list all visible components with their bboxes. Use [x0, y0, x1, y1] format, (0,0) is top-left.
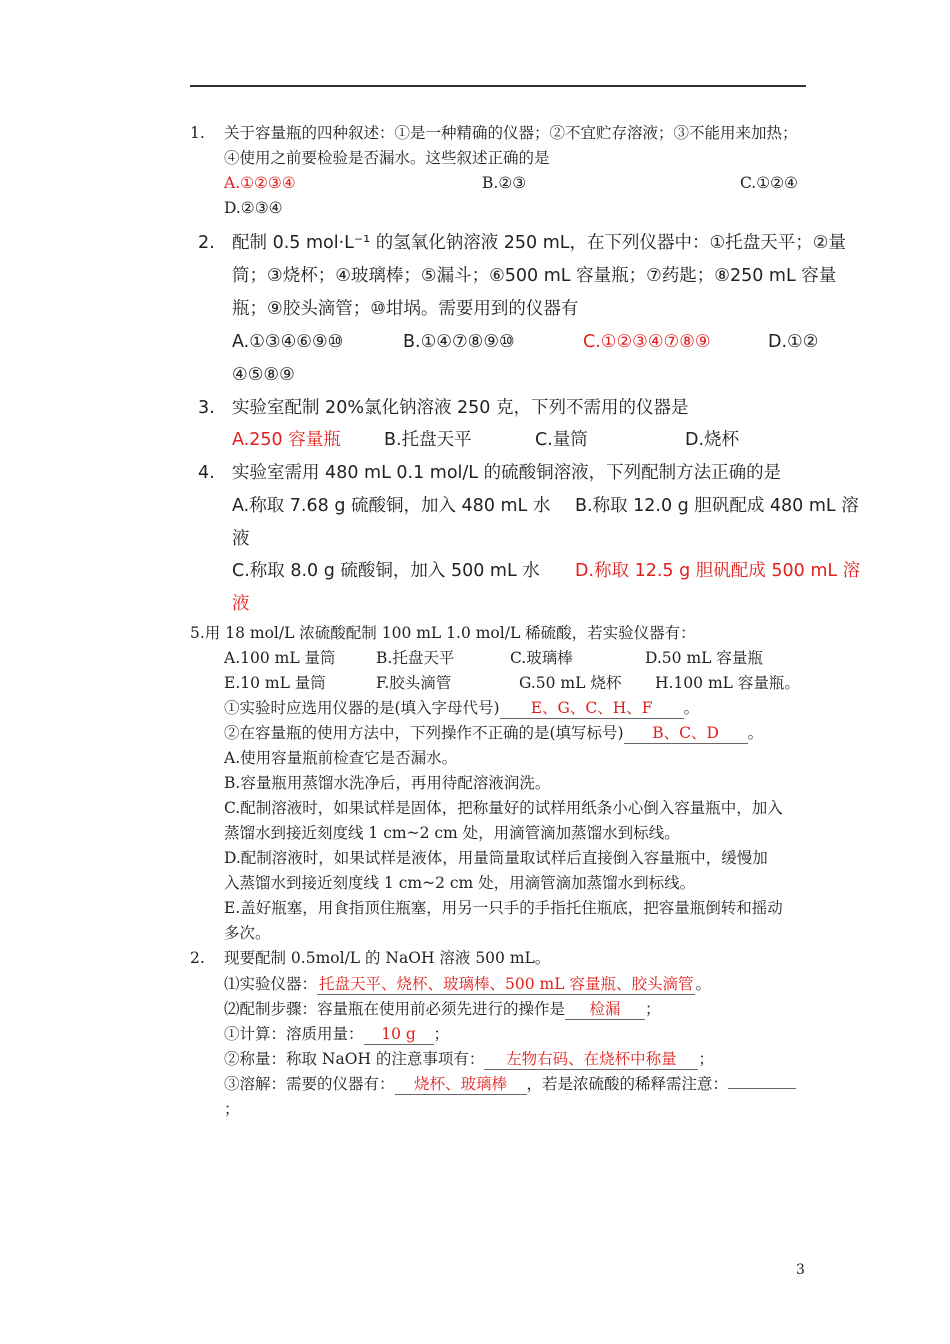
- q5-item-a: A.100 mL 量筒: [224, 649, 336, 667]
- q6-part4-text: ②称量：称取 NaOH 的注意事项有：: [224, 1050, 485, 1068]
- q2-stem-line2: 筒；③烧杯；④玻璃棒；⑤漏斗；⑥500 mL 容量瓶；⑦药匙；⑧250 mL 容量: [232, 266, 837, 286]
- q1-option-d: D.②③④: [224, 199, 283, 217]
- q4-option-c: C.称取 8.0 g 硫酸铜，加入 500 mL 水: [232, 561, 540, 581]
- q5-stem: 5.用 18 mol/L 浓硫酸配制 100 mL 1.0 mol/L 稀硫酸，若实验仪器有：: [190, 624, 696, 642]
- q5-item-c: C.玻璃棒: [510, 649, 573, 667]
- q1-option-a: A.①②③④: [224, 174, 296, 192]
- q2-number: 2.: [198, 233, 215, 253]
- q4-option-b: B.称取 12.0 g 胆矾配成 480 mL 溶: [575, 496, 859, 516]
- q6-part5: [224, 1074, 796, 1095]
- q2-option-d: D.①②: [768, 332, 819, 352]
- q6-part3-answer[interactable]: 10 g: [364, 1024, 434, 1045]
- q6-part1-answer[interactable]: 托盘天平、烧杯、玻璃棒、500 mL 容量瓶、胶头滴管: [319, 975, 694, 993]
- q6-part2-text: ⑵配制步骤：容量瓶在使用前必须先进行的操作是: [224, 1000, 566, 1018]
- q5-item-g: G.50 mL 烧杯: [519, 674, 622, 692]
- q5-statement-c-line1: C.配制溶液时，如果试样是固体，把称量好的试样用纸条小心倒入容量瓶中，加入: [224, 799, 783, 817]
- header-rule: [190, 85, 806, 87]
- q1-option-c: C.①②④: [740, 174, 798, 192]
- page-number: 3: [796, 1262, 805, 1278]
- q3-stem: 实验室配制 20%氯化钠溶液 250 克，下列不需用的仪器是: [232, 398, 689, 418]
- q5-sub2-text: ②在容量瓶的使用方法中，下列操作不正确的是(填写标号): [224, 724, 624, 742]
- q5-statement-b: B.容量瓶用蒸馏水洗净后，再用待配溶液润洗。: [224, 774, 551, 792]
- q1-stem-line2: ④使用之前要检验是否漏水。这些叙述正确的是: [224, 149, 550, 167]
- q5-sub2-answer[interactable]: B、C、D: [624, 723, 748, 744]
- q6-part2-answer[interactable]: 检漏: [565, 999, 645, 1020]
- q6-part5-end: ；: [224, 1100, 240, 1118]
- q5-statement-c-line2: 蒸馏水到接近刻度线 1 cm~2 cm 处，用滴管滴加蒸馏水到标线。: [224, 824, 680, 842]
- q1-stem-line1: 关于容量瓶的四种叙述：①是一种精确的仪器；②不宜贮存溶液；③不能用来加热；: [224, 124, 798, 142]
- q2-stem-line3: 瓶；⑨胶头滴管；⑩坩埚。需要用到的仪器有: [232, 299, 579, 319]
- q6-part3: [224, 1024, 449, 1045]
- q1-number: 1.: [190, 124, 205, 142]
- q5-statement-d-line2: 入蒸馏水到接近刻度线 1 cm~2 cm 处，用滴管滴加蒸馏水到标线。: [224, 874, 696, 892]
- q5-sub1-text: ①实验时应选用仪器的是(填入字母代号): [224, 699, 500, 717]
- q5-sub1-end: 。: [683, 699, 700, 717]
- q4-stem: 实验室需用 480 mL 0.1 mol/L 的硫酸铜溶液，下列配制方法正确的是: [232, 463, 782, 483]
- q6-part5-blank[interactable]: [728, 1088, 796, 1089]
- q3-option-d: D.烧杯: [685, 430, 740, 450]
- q3-option-a: A.250 容量瓶: [232, 430, 341, 450]
- q4-option-a: A.称取 7.68 g 硫酸铜，加入 480 mL 水: [232, 496, 551, 516]
- q5-statement-e-line2: 多次。: [224, 924, 271, 942]
- q2-option-c: C.①②③④⑦⑧⑨: [583, 332, 711, 352]
- q6-stem: 现要配制 0.5mol/L 的 NaOH 溶液 500 mL。: [224, 949, 551, 967]
- q6-part1-end: 。: [695, 975, 711, 993]
- q5-item-f: F.胶头滴管: [376, 674, 452, 692]
- q5-statement-d-line1: D.配制溶液时，如果试样是液体，用量筒量取试样后直接倒入容量瓶中，缓慢加: [224, 849, 768, 867]
- q6-part3-text: ①计算：溶质用量：: [224, 1025, 364, 1043]
- q4-option-b-continued: 液: [232, 529, 250, 549]
- q6-part2: [224, 999, 661, 1020]
- q4-number: 4.: [198, 463, 215, 483]
- q1-option-b: B.②③: [482, 174, 527, 192]
- q5-statement-e-line1: E.盖好瓶塞，用食指顶住瓶塞，用另一只手的手指托住瓶底，把容量瓶倒转和摇动: [224, 899, 783, 917]
- q6-part5-text: ③溶解：需要的仪器有：: [224, 1075, 395, 1093]
- q4-option-d-continued: 液: [232, 594, 250, 614]
- q3-option-c: C.量筒: [535, 430, 588, 450]
- q2-option-b: B.①④⑦⑧⑨⑩: [403, 332, 515, 352]
- q5-sub2: [224, 723, 763, 744]
- q4-option-d: D.称取 12.5 g 胆矾配成 500 mL 溶: [575, 561, 861, 581]
- q5-sub1: [224, 698, 699, 719]
- q2-option-a: A.①③④⑥⑨⑩: [232, 332, 344, 352]
- q5-statement-a: A.使用容量瓶前检查它是否漏水。: [224, 749, 458, 767]
- q5-sub1-answer[interactable]: E、G、C、H、F: [500, 698, 684, 719]
- q6-part1: [224, 974, 711, 995]
- q6-part1-text: ⑴实验仪器：: [224, 975, 318, 993]
- q6-part4: [224, 1049, 714, 1070]
- q6-number: 2.: [190, 949, 205, 967]
- q3-option-b: B.托盘天平: [384, 430, 472, 450]
- q5-item-e: E.10 mL 量筒: [224, 674, 326, 692]
- q5-item-h: H.100 mL 容量瓶。: [655, 674, 800, 692]
- q6-part4-end: ；: [698, 1050, 714, 1068]
- q2-option-d-continued: ④⑤⑧⑨: [232, 365, 295, 385]
- q6-part5-mid: ，若是浓硫酸的稀释需注意：: [526, 1075, 729, 1093]
- q6-part3-end: ；: [433, 1025, 450, 1043]
- q2-stem-line1: 配制 0.5 mol·L⁻¹ 的氢氧化钠溶液 250 mL，在下列仪器中：①托盘天平；②量: [232, 233, 846, 253]
- q6-part4-answer[interactable]: 左物右码、在烧杯中称量: [484, 1049, 698, 1070]
- q6-part5-answer[interactable]: 烧杯、玻璃棒: [395, 1074, 527, 1095]
- q5-sub2-end: 。: [747, 724, 764, 742]
- q3-number: 3.: [198, 398, 215, 418]
- q5-item-d: D.50 mL 容量瓶: [645, 649, 763, 667]
- q6-part2-end: ；: [645, 1000, 661, 1018]
- q5-item-b: B.托盘天平: [376, 649, 455, 667]
